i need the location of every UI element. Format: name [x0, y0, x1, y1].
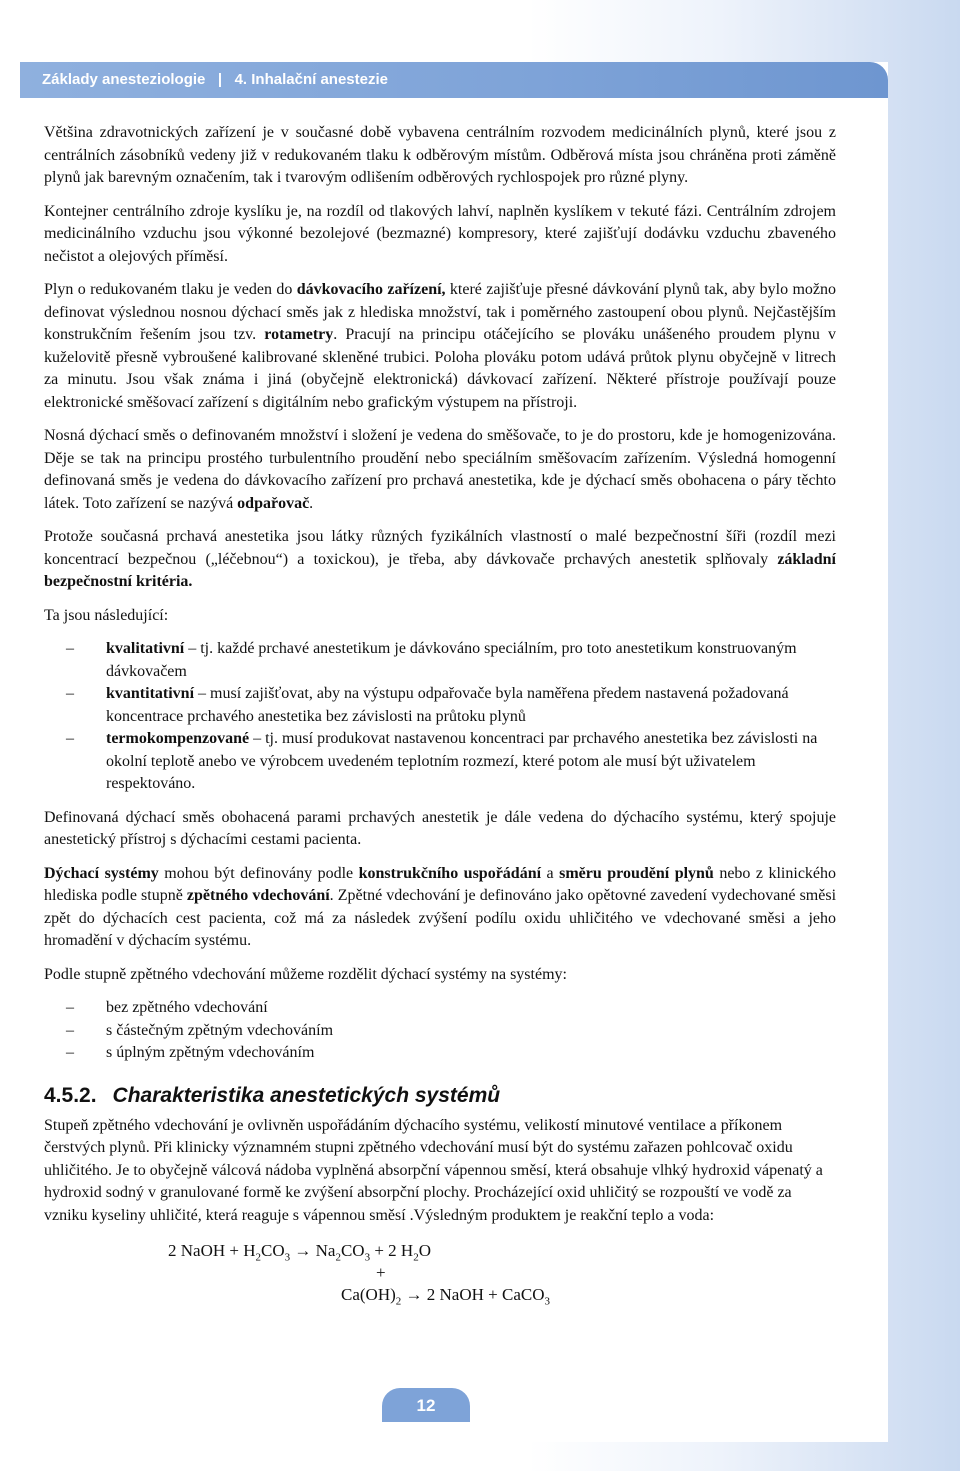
term-dosing-device: dávkovacího zařízení,	[296, 281, 446, 298]
list-text: – tj. musí produkovat nastavenou koncentraci par prchavého anestetika bez závislosti na okolní teplotě anebo ve výrobcem uvedeném teplotním rozmezí, které potom ale musí být uživatelem respektováno.	[106, 730, 818, 792]
term-safety-criteria: základní bezpečnostní kritéria.	[44, 550, 836, 590]
eq-sub: 2	[255, 1251, 261, 1264]
section-heading	[44, 1083, 836, 1109]
eq-text: Ca(OH)	[341, 1285, 396, 1304]
eq-sub: 2	[395, 1295, 402, 1308]
text-span: a	[541, 864, 560, 882]
text-span: nebo z klinického hlediska podle stupně	[44, 864, 837, 904]
eq-sub: 2	[335, 1251, 341, 1264]
list-dash: –	[66, 640, 74, 657]
term-rebreathing: zpětného vdechování	[186, 887, 330, 904]
list-text: s úplným zpětným vdechováním	[106, 1044, 315, 1061]
text-span: Protože současná prchavá anestetika jsou látky různých fyzikálních vlastností o malé bezpečnostní šíři (rozdíl mezi koncentrací bezpečnou („léčebnou“) a toxickou), je třeba, aby dávkovače prchavých anestetik splňovaly	[44, 528, 836, 568]
text-span: Nosná dýchací směs o definovaném množství i složení je vedena do směšovače, to je do prostoru, kde je homogenizována. Děje se tak na principu prostého turbulentního proudění nebo speciálním směšovacím zařízením. Výsledná homogenní definovaná směs je vedena do dávkovacího zařízení pro prchavá anestetika, kde je dýchací směs obohacena o páry těchto látek. Toto zařízení se nazývá	[44, 427, 836, 512]
list-text: – musí zajišťovat, aby na výstupu odpařovače byla naměřena předem nastavená požadovaná koncentrace prchavého anestetika bez závislosti na průtoku plynů	[106, 685, 789, 725]
eq-text: CO	[261, 1241, 285, 1260]
document-body	[44, 122, 836, 1318]
list-text: bez zpětného vdechování	[106, 999, 268, 1016]
list-dash: –	[66, 730, 74, 747]
text-span: . Pracují na principu otáčejícího se plováku unášeného proudem plynu v kuželovitě přesně vybroušené kalibrované skleněné trubici. Poloha plováku potom udává průtok plynu obyčejně v litrech za minutu. Jsou však známa i jiná (obyčejně elektronická) dávkovací zařízení. Některé přístroje používají pouze elektronické směšovací zařízení s digitálním nebo grafickým výstupem na přístroji.	[44, 326, 837, 411]
list-term: kvantitativní	[106, 685, 195, 702]
term-construction: konstrukčního uspořádání	[358, 864, 542, 882]
eq-text: → Na	[290, 1241, 336, 1260]
section-title: Charakteristika anestetických systémů	[112, 1083, 501, 1107]
term-breathing-systems: Dýchací systémy	[44, 864, 159, 882]
paragraph-systems-intro: Podle stupně zpětného vdechování můžeme rozdělit dýchací systémy na systémy:	[44, 965, 567, 983]
text-span: které zajišťuje přesné dávkování plynů tak, aby bylo možno definovat výslednou nosnou dýchací směs jak z hlediska množství, tak i poměrného zastoupení obou plynů. Nejčastějším konstrukčním řešením jsou tzv.	[44, 281, 837, 343]
eq-text: 2 NaOH + H	[168, 1241, 256, 1260]
systems-list	[44, 997, 836, 1065]
eq-text: CO	[340, 1241, 365, 1260]
paragraph-mixer	[44, 425, 836, 515]
eq-text: + 2 H	[370, 1241, 414, 1260]
paragraph-safety	[44, 526, 836, 594]
paragraph-breathing-systems-definition	[44, 863, 836, 953]
page-number-tab	[382, 1388, 470, 1422]
list-dash: –	[66, 1021, 74, 1039]
section-number: 4.5.2.	[44, 1083, 97, 1107]
list-item	[44, 1020, 836, 1043]
criteria-list	[44, 638, 836, 796]
paragraph-dosing-device	[44, 279, 836, 414]
eq-text: → 2 NaOH + CaCO	[401, 1285, 545, 1304]
text-span: .	[309, 494, 314, 512]
list-item	[44, 638, 836, 683]
paragraph-oxygen-container: Kontejner centrálního zdroje kyslíku je, na rozdíl od tlakových lahví, naplněn kyslíkem v tekuté fázi. Centrálním zdrojem medicinálního vzduchu jsou výkonné bezolejové (bezmazné) kompresory, které zajišťují dodávku vzduchu zbaveného nečistot a olejových příměsí.	[44, 202, 836, 265]
term-vaporizer: odpařovač	[237, 494, 310, 512]
equation-line-2: +	[376, 1263, 386, 1282]
chemical-equation	[44, 1238, 836, 1318]
equation-line-3	[341, 1284, 550, 1307]
paragraph-breathing-system: Definovaná dýchací směs obohacená parami prchavých anestetik je dále vedena do dýchacího systému, který spojuje anestetický přístroj s dýchacími cestami pacienta.	[44, 808, 836, 848]
term-gas-flow: směru proudění plynů	[559, 864, 714, 882]
running-header	[20, 62, 888, 98]
text-span: Plyn o redukovaném tlaku je veden do	[44, 281, 297, 298]
eq-sub: 3	[284, 1251, 291, 1264]
list-item	[44, 997, 836, 1020]
list-dash: –	[66, 1044, 74, 1061]
list-text: – tj. každé prchavé anestetikum je dávkováno speciálním, pro toto anestetikum konstruovaným dávkovačem	[106, 640, 797, 680]
paragraph-absorber: Stupeň zpětného vdechování je ovlivněn uspořádáním dýchacího systému, velikostí minutové ventilace a příkonem čerstvých plynů. Při klinicky významném stupni zpětného vdechování musí být do systému zařazen pohlcovač oxidu uhličitého. Je to obyčejně válcová nádoba vyplněná absorpční vápennou směsí, která obsahuje vlhký hydroxid vápenatý a hydroxid sodný v granulované formě ke zvýšení absorpční plochy. Procházející oxid uhličitý se rozpouští ve vodě za vzniku kyseliny uhličité, která reaguje s vápennou směsí .Výsledným produktem je reakční teplo a voda:	[44, 1116, 823, 1224]
text-span: . Zpětné vdechování je definováno jako opětovné zavedení vydechované směsi zpět do dýchacích cest pacienta, což má za následek zvýšení podílu oxidu uhličitého ve vdechované směsi a jeho hromadění v dýchacím systému.	[44, 887, 837, 949]
equation-line-1	[168, 1240, 431, 1263]
eq-sub: 3	[364, 1251, 371, 1264]
eq-sub: 3	[544, 1295, 550, 1308]
list-term: termokompenzované	[106, 730, 250, 747]
list-item	[44, 728, 836, 796]
list-item	[44, 683, 836, 728]
paragraph-central-distribution: Většina zdravotnických zařízení je v současné době vybavena centrálním rozvodem medicinálních plynů, které jsou z centrálních zásobníků vedeny již v redukovaném tlaku k odběrovým místům. Odběrová místa jsou chráněna proti záměně plynů jak barevným označením, tak i tvarovým odlišením odběrových rychlospojek pro různé plyny.	[44, 124, 836, 186]
eq-text: O	[418, 1241, 431, 1260]
text-span: mohou být definovány podle	[158, 864, 359, 882]
header-title: Základy anesteziologie | 4. Inhalační anestezie	[42, 71, 388, 88]
list-term: kvalitativní	[106, 640, 185, 657]
list-text: s částečným zpětným vdechováním	[106, 1021, 334, 1039]
list-dash: –	[66, 999, 74, 1016]
page-number: 12	[416, 1396, 436, 1415]
term-rotameters: rotametry	[264, 326, 334, 343]
paragraph-criteria-intro: Ta jsou následující:	[44, 606, 169, 624]
list-item	[44, 1042, 836, 1065]
eq-sub: 2	[413, 1251, 419, 1264]
list-dash: –	[66, 685, 74, 702]
